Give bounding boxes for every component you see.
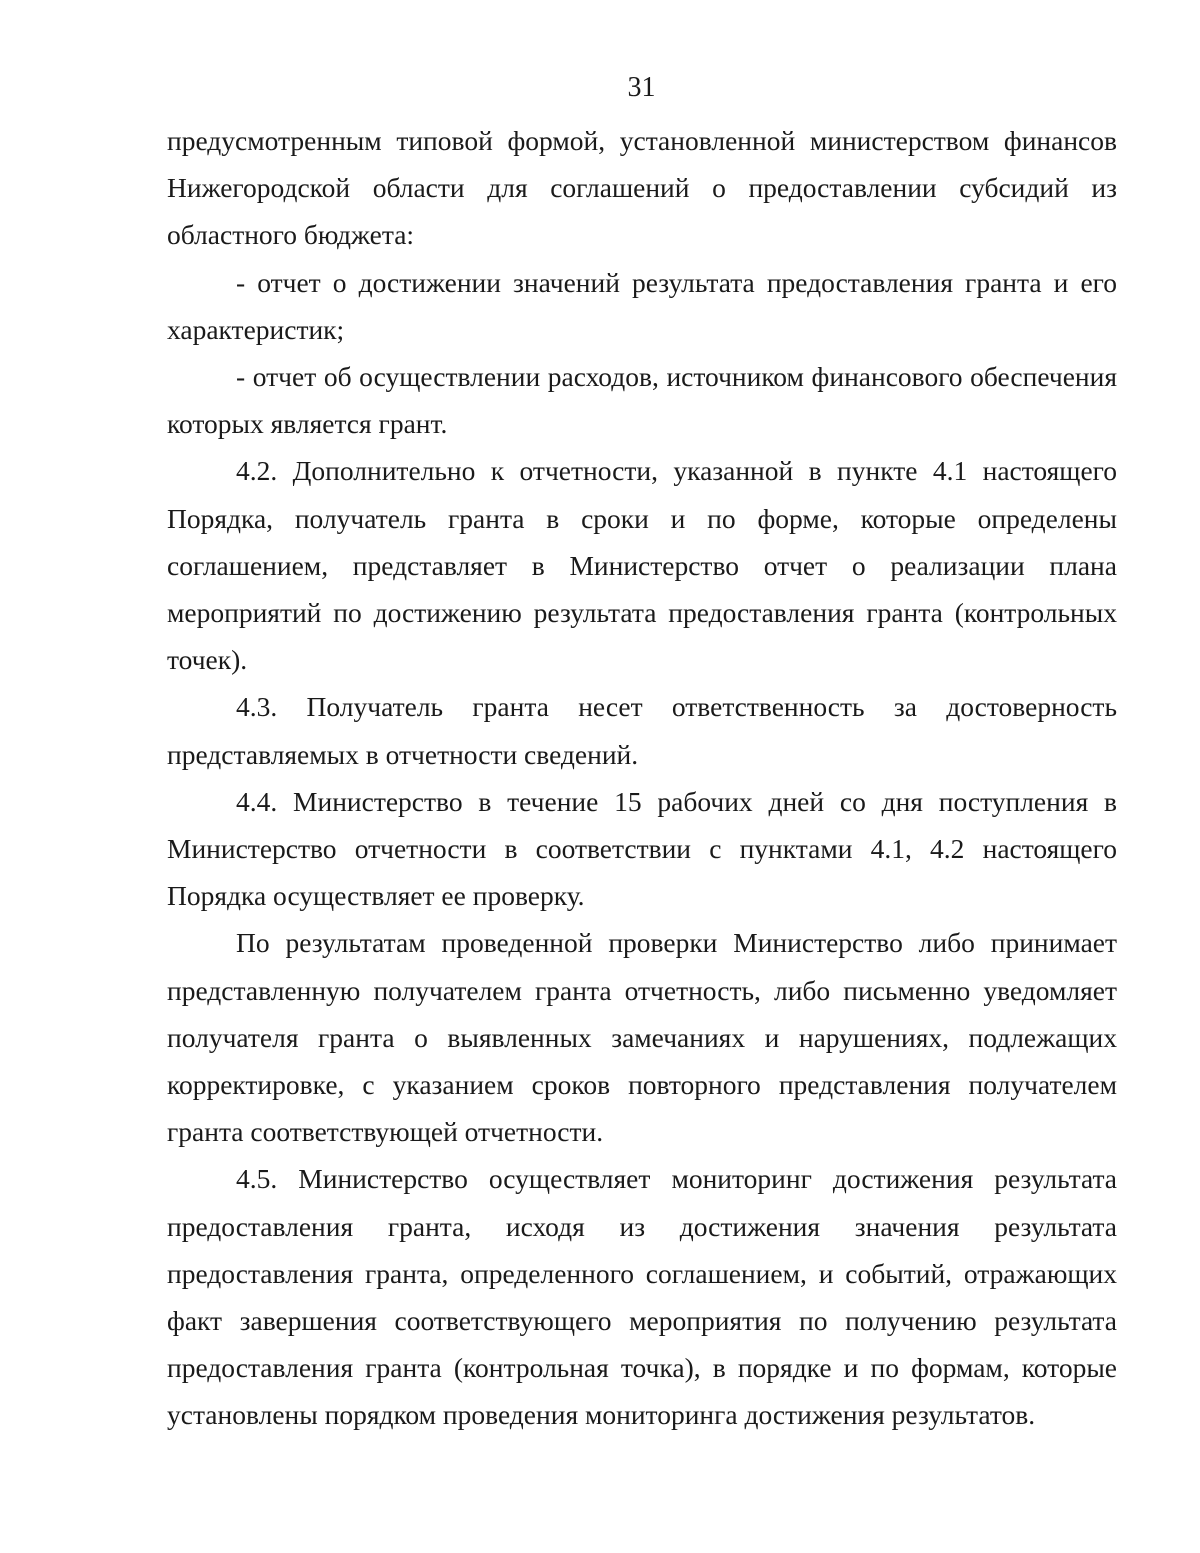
paragraph-4-3: 4.3. Получатель гранта несет ответственность за достоверность представляемых в отчетности сведений. — [167, 691, 1117, 770]
paragraph-results-check: По результатам проведенной проверки Министерство либо принимает представленную получателем гранта отчетность, либо письменно уведомляет получателя гранта о выявленных замечаниях и нарушениях, подлежащих корректировке, с указанием сроков повторного представления получателем гранта соответствующей отчетности. — [167, 927, 1117, 1148]
paragraph-report-results: - отчет о достижении значений результата предоставления гранта и его характеристик; — [167, 266, 1117, 345]
paragraph-4-5: 4.5. Министерство осуществляет мониторинг достижения результата предоставления гранта, исходя из достижения значения результата предоставления гранта, определенного соглашением, и событий, отражающих факт завершения соответствующего мероприятия по получению результата предоставления гранта (контрольная точка), в порядке и по формам, которые установлены порядком проведения мониторинга достижения результатов. — [167, 1163, 1117, 1431]
page-number: 31 — [627, 72, 656, 103]
paragraph-report-expenses: - отчет об осуществлении расходов, источником финансового обеспечения которых является грант. — [167, 361, 1117, 440]
paragraph-4-2: 4.2. Дополнительно к отчетности, указанной в пункте 4.1 настоящего Порядка, получатель гранта в сроки и по форме, которые определены соглашением, представляет в Министерство отчет о реализации плана мероприятий по достижению результата предоставления гранта (контрольных точек). — [167, 455, 1117, 676]
document-body — [167, 117, 1117, 1439]
paragraph-continuation: предусмотренным типовой формой, установленной министерством финансов Нижегородской области для соглашений о предоставлении субсидий из областного бюджета: — [167, 125, 1117, 251]
paragraph-4-4: 4.4. Министерство в течение 15 рабочих дней со дня поступления в Министерство отчетности в соответствии с пунктами 4.1, 4.2 настоящего Порядка осуществляет ее проверку. — [167, 785, 1117, 912]
